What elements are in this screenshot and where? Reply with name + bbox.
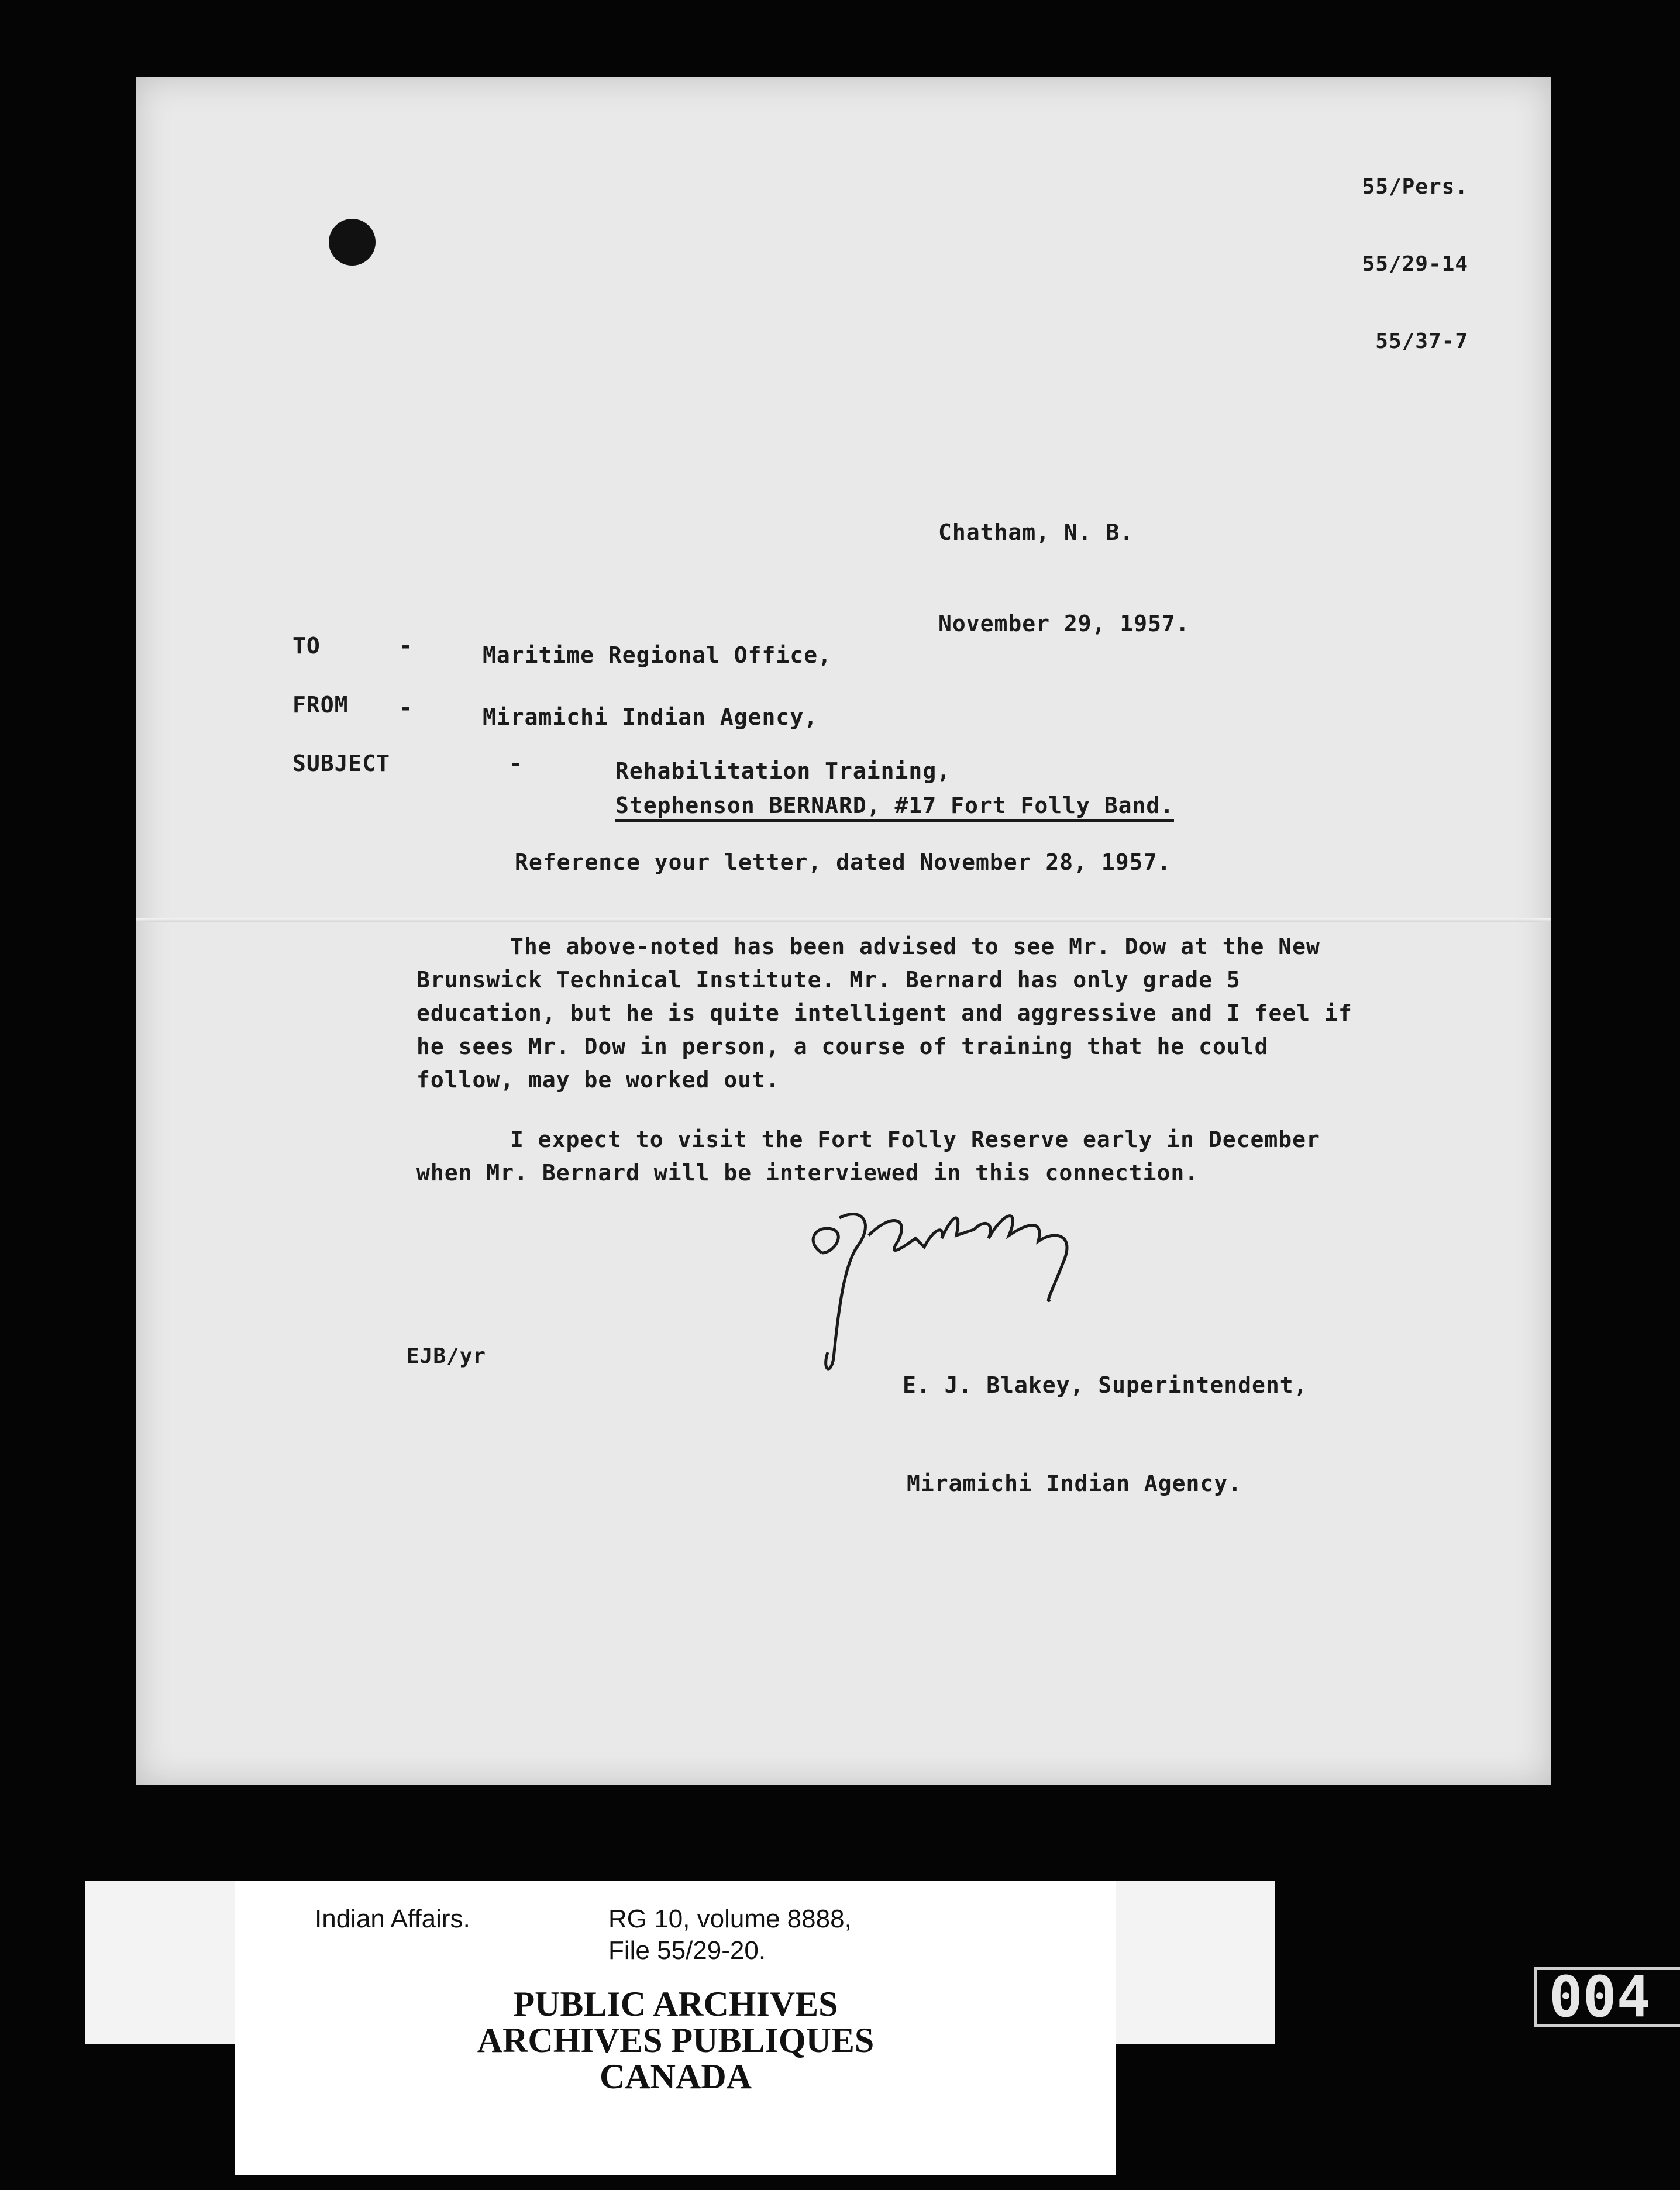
archive-reference-1: RG 10, volume 8888, (608, 1905, 852, 1933)
subject-line-1: Rehabilitation Training, (615, 758, 951, 784)
file-reference-block (1362, 123, 1468, 380)
signer-agency: Miramichi Indian Agency. (907, 1471, 1242, 1496)
from-label: FROM (292, 692, 349, 718)
from-value: Miramichi Indian Agency, (483, 704, 818, 730)
subject-dash: - (509, 750, 523, 776)
paragraph-text: The above-noted has been advised to see Mr. Dow at the New Brunswick Technical Institute. Mr. Bernard has only grade 5 education, but he is quite intelligent and aggressive and I feel if he sees Mr. Dow in person, a course of training that he could follow, may be worked out. (416, 934, 1352, 1093)
frame-counter: 004 (1534, 1967, 1680, 2027)
to-value: Maritime Regional Office, (483, 642, 832, 668)
letter-date: November 29, 1957. (938, 611, 1190, 636)
place-date-block (938, 456, 1190, 669)
to-label: TO (292, 633, 321, 659)
from-dash: - (399, 695, 413, 721)
signer-block (769, 1303, 1307, 1533)
reference-line: Reference your letter, dated November 28, 1957. (515, 849, 1172, 875)
fold-crease (136, 918, 1551, 922)
archive-title-en: PUBLIC ARCHIVES (513, 1985, 838, 2023)
subject-line-2: Stephenson BERNARD, #17 Fort Folly Band. (615, 793, 1174, 822)
place: Chatham, N. B. (938, 519, 1134, 545)
punch-hole (329, 219, 376, 266)
signer-name-title: E. J. Blakey, Superintendent, (903, 1372, 1308, 1398)
file-ref: 55/37-7 (1375, 329, 1468, 353)
body-paragraph-2 (416, 1123, 1364, 1190)
file-ref: 55/29-14 (1362, 252, 1468, 276)
archive-country: CANADA (600, 2057, 752, 2096)
archive-title-fr: ARCHIVES PUBLIQUES (477, 2021, 875, 2060)
subject-label: SUBJECT (292, 750, 391, 776)
body-paragraph-1 (416, 930, 1352, 1097)
to-dash: - (399, 633, 413, 659)
file-ref: 55/Pers. (1362, 175, 1468, 199)
fonds-name: Indian Affairs. (315, 1905, 470, 1933)
archive-reference-2: File 55/29-20. (608, 1936, 766, 1965)
typist-initials: EJB/yr (407, 1344, 487, 1368)
paragraph-text: I expect to visit the Fort Folly Reserve early in December when Mr. Bernard will be interviewed in this connection. (416, 1127, 1320, 1186)
